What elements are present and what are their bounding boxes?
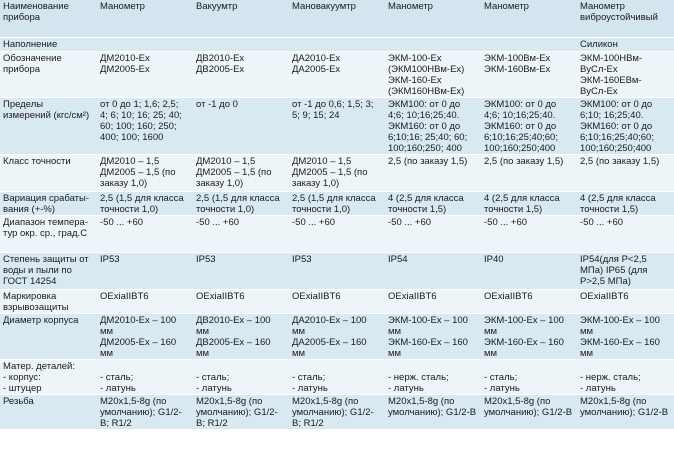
- table-cell: OExiaIIBT6: [193, 289, 289, 313]
- table-cell: ЭКМ-100-Ех – 100 мм ЭКМ-160-Ех – 160 мм: [577, 313, 674, 359]
- table-cell: ДА2010-Ех – 100 мм ДА2005-Ех – 160 мм: [289, 313, 385, 359]
- table-cell: ДА2010-Ех ДА2005-Ех: [289, 51, 385, 97]
- table-cell: 4 (2,5 для класса точности 1,5): [481, 191, 577, 215]
- table-cell: от 0 до 1; 1,6; 2,5; 4; 6; 10; 16; 25; 40; 60; 100; 160; 250; 400; 100; 1600: [97, 97, 193, 154]
- row-label: Резьба: [0, 394, 97, 429]
- table-cell: 2,5 (по заказу 1,5): [481, 154, 577, 191]
- row-label: Диаметр корпуса: [0, 313, 97, 359]
- table-cell: IP40: [481, 252, 577, 289]
- table-cell: OExiaIIBT6: [97, 289, 193, 313]
- table-cell: ЭКМ100: от 0 до 4;6; 10;16;25;40. ЭКМ160: от 0 до 6;10;16; 25;40; 60; 100;160;250; 400: [385, 97, 481, 154]
- header-device-type: Мановакуумтр: [289, 0, 385, 37]
- table-cell: -50 ... +60: [481, 215, 577, 252]
- table-cell: ЭКМ100: от 0 до 6;10; 16;25;40. ЭКМ160: от 0 до 6;10;16;25;40;60; 100;160;250;400: [577, 97, 674, 154]
- table-cell: ДМ2010 – 1,5 ДМ2005 – 1,5 (по заказу 1,0): [97, 154, 193, 191]
- row-protection: [0, 252, 674, 289]
- table-cell: -50 ... +60: [577, 215, 674, 252]
- table-cell: от -1 до 0: [193, 97, 289, 154]
- table-cell: М20х1,5-8g (по умолчанию); G1/2-B: [577, 394, 674, 429]
- table-cell: ЭКМ-100-Ех (ЭКМ100НВм-Ех) ЭКМ-160-Ех (ЭКМ160НВм-Ех): [385, 51, 481, 97]
- table-cell: OExiaIIBT6: [577, 289, 674, 313]
- table-cell: М20х1,5-8g (по умолчанию); G1/2-B: [481, 394, 577, 429]
- row-label: Вариация срабаты- вания (+-%): [0, 191, 97, 215]
- table-cell: - нерж. сталь; - латунь: [577, 359, 674, 394]
- table-cell: М20х1,5-8g (по умолчанию); G1/2- B; R1/2: [97, 394, 193, 429]
- table-cell: ЭКМ-100-Ех – 100 мм ЭКМ-160-Ех – 160 мм: [481, 313, 577, 359]
- table-cell: М20х1,5-8g (по умолчанию); G1/2- B; R1/2: [193, 394, 289, 429]
- table-cell: [385, 37, 481, 51]
- table-cell: ДМ2010 – 1,5 ДМ2005 – 1,5 (по заказу 1,0): [289, 154, 385, 191]
- row-materials: [0, 359, 674, 394]
- row-label: Степень защиты от воды и пыли по ГОСТ 14254: [0, 252, 97, 289]
- row-temperature: [0, 215, 674, 252]
- row-filling: [0, 37, 674, 51]
- table-cell: [97, 37, 193, 51]
- row-designation: [0, 51, 674, 97]
- table-cell: ДМ2010-Ех ДМ2005-Ех: [97, 51, 193, 97]
- table-cell: Силикон: [577, 37, 674, 51]
- row-accuracy: [0, 154, 674, 191]
- header-device-type: Вакуумтр: [193, 0, 289, 37]
- table-cell: -50 ... +60: [289, 215, 385, 252]
- row-label: Пределы измерений (кгс/см²): [0, 97, 97, 154]
- row-label: Диапазон темпера- тур окр. ср., град.С: [0, 215, 97, 252]
- table-cell: ЭКМ100: от 0 до 4;6; 10;16;25;40. ЭКМ160: от 0 до 6;10;16;25;40;60; 100;160;250;400: [481, 97, 577, 154]
- table-cell: IP54: [385, 252, 481, 289]
- table-cell: 2,5 (по заказу 1,5): [385, 154, 481, 191]
- table-cell: ДВ2010-Ех – 100 мм ДВ2005-Ех – 160 мм: [193, 313, 289, 359]
- table-cell: -50 ... +60: [193, 215, 289, 252]
- row-label: Наполнение: [0, 37, 97, 51]
- table-cell: - нерж. сталь; - латунь: [385, 359, 481, 394]
- header-device-type: Манометр виброустойчивый: [577, 0, 674, 37]
- row-thread: [0, 394, 674, 429]
- table-cell: OExiaIIBT6: [385, 289, 481, 313]
- row-marking: [0, 289, 674, 313]
- header-row: [0, 0, 674, 37]
- table-cell: - сталь; - латунь: [193, 359, 289, 394]
- header-device-type: Манометр: [385, 0, 481, 37]
- table-cell: ЭКМ-100-Ех – 100 мм ЭКМ-160-Ех – 160 мм: [385, 313, 481, 359]
- row-variation: [0, 191, 674, 215]
- table-cell: 2,5 (1,5 для класса точности 1,0): [97, 191, 193, 215]
- table-cell: М20х1,5-8g (по умолчанию); G1/2-B: [385, 394, 481, 429]
- table-cell: IP53: [193, 252, 289, 289]
- row-label: Матер. деталей: - корпус: - штуцер: [0, 359, 97, 394]
- row-label: Класс точности: [0, 154, 97, 191]
- header-device-type: Манометр: [97, 0, 193, 37]
- table-cell: 2,5 (по заказу 1,5): [577, 154, 674, 191]
- table-cell: -50 ... +60: [385, 215, 481, 252]
- table-cell: ЭКМ-100НВм- ВуСл-Ех ЭКМ-160ЕВм- ВуСл-Ех: [577, 51, 674, 97]
- table-cell: - сталь; - латунь: [97, 359, 193, 394]
- header-device-type: Манометр: [481, 0, 577, 37]
- table-cell: OExiaIIBT6: [481, 289, 577, 313]
- table-cell: [193, 37, 289, 51]
- table-cell: [481, 37, 577, 51]
- table-cell: 4 (2,5 для класса точности 1,5): [577, 191, 674, 215]
- row-diameter: [0, 313, 674, 359]
- table-cell: -50 ... +60: [97, 215, 193, 252]
- table-cell: М20х1,5-8g (по умолчанию); G1/2- B; R1/2: [289, 394, 385, 429]
- row-label: Обозначение прибора: [0, 51, 97, 97]
- row-range: [0, 97, 674, 154]
- row-label: Маркировка взрывозащиты: [0, 289, 97, 313]
- table-cell: IP53: [289, 252, 385, 289]
- table-cell: ДМ2010 – 1,5 ДМ2005 – 1,5 (по заказу 1,0): [193, 154, 289, 191]
- table-cell: OExiaIIBT6: [289, 289, 385, 313]
- table-cell: IP54(для Р<2,5 МПа) IP65 (для Р>2,5 МПа): [577, 252, 674, 289]
- table-cell: ДМ2010-Ех – 100 мм ДМ2005-Ех – 160 мм: [97, 313, 193, 359]
- table-cell: IP53: [97, 252, 193, 289]
- table-cell: 4 (2,5 для класса точности 1,5): [385, 191, 481, 215]
- table-cell: 2,5 (1,5 для класса точности 1,0): [289, 191, 385, 215]
- table-cell: [289, 37, 385, 51]
- table-cell: ЭКМ-100Вм-Ех ЭКМ-160Вм-Ех: [481, 51, 577, 97]
- table-cell: от -1 до 0,6; 1,5; 3; 5; 9; 15; 24: [289, 97, 385, 154]
- table-cell: ДВ2010-Ех ДВ2005-Ех: [193, 51, 289, 97]
- table-cell: 2,5 (1,5 для класса точности 1,0): [193, 191, 289, 215]
- table-cell: - сталь; - латунь: [481, 359, 577, 394]
- table-cell: - сталь; - латунь: [289, 359, 385, 394]
- header-name-label: Наименование прибора: [0, 0, 97, 37]
